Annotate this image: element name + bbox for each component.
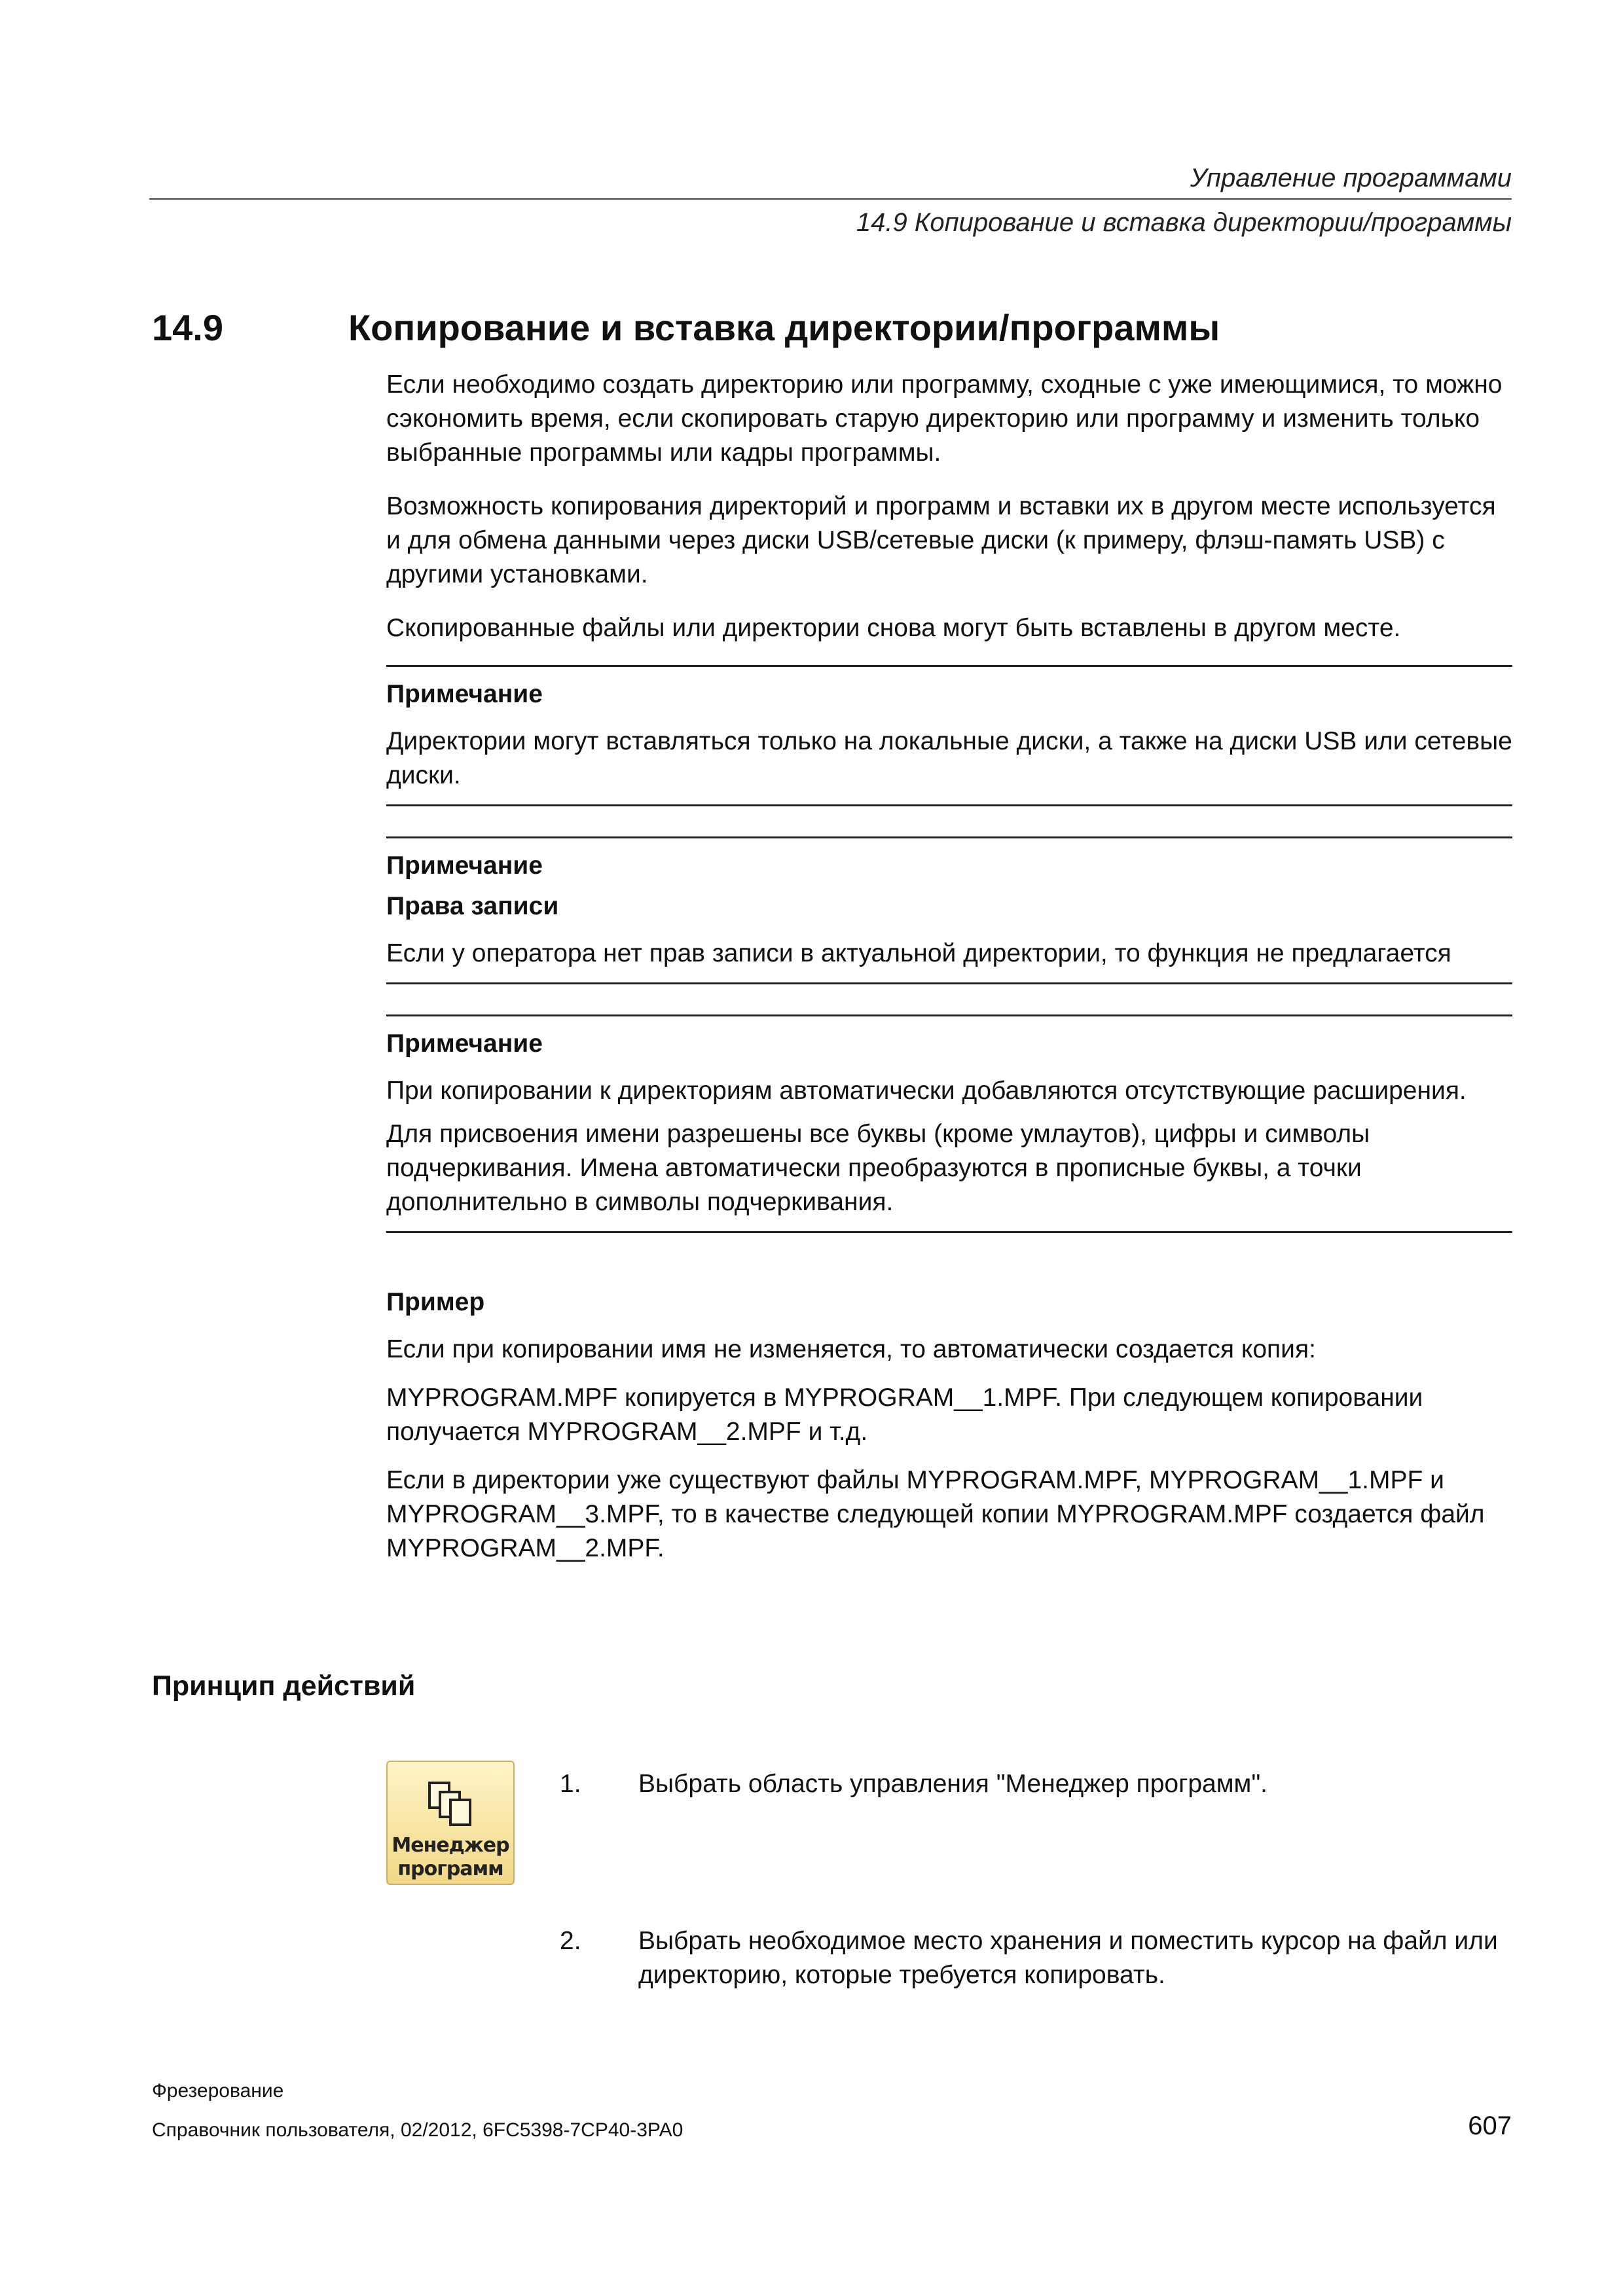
page-number: 607 [1468, 2111, 1512, 2140]
intro-paragraph-3: Скопированные файлы или директории снова могут быть вставлены в другом месте. [386, 614, 1401, 642]
principle-heading: Принцип действий [152, 1670, 416, 1702]
header-chapter: Управление программами [1190, 164, 1512, 192]
footer-manual-info: Справочник пользователя, 02/2012, 6FC5398-7CP40-3PA0 [152, 2119, 684, 2141]
note-subheading: Права записи [386, 892, 559, 920]
program-manager-softkey[interactable] [386, 1761, 515, 1885]
footer-product: Фрезерование [152, 2080, 284, 2102]
step-number: 2. [560, 1927, 581, 1955]
note-box-1 [386, 665, 1512, 806]
note-text: Если у оператора нет прав записи в актуальной директории, то функция не предлагается [386, 939, 1451, 967]
note-heading: Примечание [386, 680, 543, 708]
softkey-label-line2: программ [397, 1857, 503, 1880]
note-box-2 [386, 836, 1512, 984]
note-heading: Примечание [386, 1030, 543, 1058]
example-paragraph-1: Если при копировании имя не изменяется, то автоматически создается копия: [386, 1335, 1316, 1363]
note-box-3 [386, 1014, 1512, 1233]
softkey-label-line1: Менеджер [392, 1834, 509, 1857]
note-text: При копировании к директориям автоматически добавляются отсутствующие расширения. [386, 1077, 1467, 1105]
main-content [386, 368, 1512, 1580]
step-number: 1. [560, 1770, 581, 1798]
note-heading: Примечание [386, 852, 543, 880]
header-rule [149, 198, 1512, 200]
example-paragraph-2: MYPROGRAM.MPF копируется в MYPROGRAM__1.MPF. При следующем копировании получается MYPROGRAM__2.MPF и т.д. [386, 1384, 1423, 1446]
example-paragraph-3: Если в директории уже существуют файлы MYPROGRAM.MPF, MYPROGRAM__1.MPF и MYPROGRAM__3.MPF, то в качестве следующей копии MYPROGRAM.MPF создается файл MYPROGRAM__2.MPF. [386, 1466, 1485, 1562]
intro-paragraph-2: Возможность копирования директорий и программ и вставки их в другом месте используется и для обмена данными через диски USB/сетевые диски (к примеру, флэш-память USB) с другими установками. [386, 492, 1496, 588]
example-heading: Пример [386, 1288, 485, 1316]
note-text: Для присвоения имени разрешены все буквы (кроме умлаутов), цифры и символы подчеркивания. Имена автоматически преобразуются в прописные буквы, а точки дополнительно в символы подчеркивания. [386, 1120, 1370, 1216]
copy-documents-icon [427, 1780, 477, 1827]
note-text: Директории могут вставляться только на локальные диски, а также на диски USB или сетевые диски. [386, 727, 1512, 789]
section-title: Копирование и вставка директории/программы [348, 307, 1220, 348]
header-section: 14.9 Копирование и вставка директории/программы [856, 208, 1512, 237]
step-text: Выбрать необходимое место хранения и поместить курсор на файл или директорию, которые требуется копировать. [638, 1927, 1498, 1989]
section-number: 14.9 [152, 307, 223, 348]
step-text: Выбрать область управления "Менеджер программ". [638, 1770, 1268, 1798]
intro-paragraph-1: Если необходимо создать директорию или программу, сходные с уже имеющимися, то можно сэкономить время, если скопировать старую директорию или программу и изменить только выбранные программы или кадры программы. [386, 370, 1503, 467]
